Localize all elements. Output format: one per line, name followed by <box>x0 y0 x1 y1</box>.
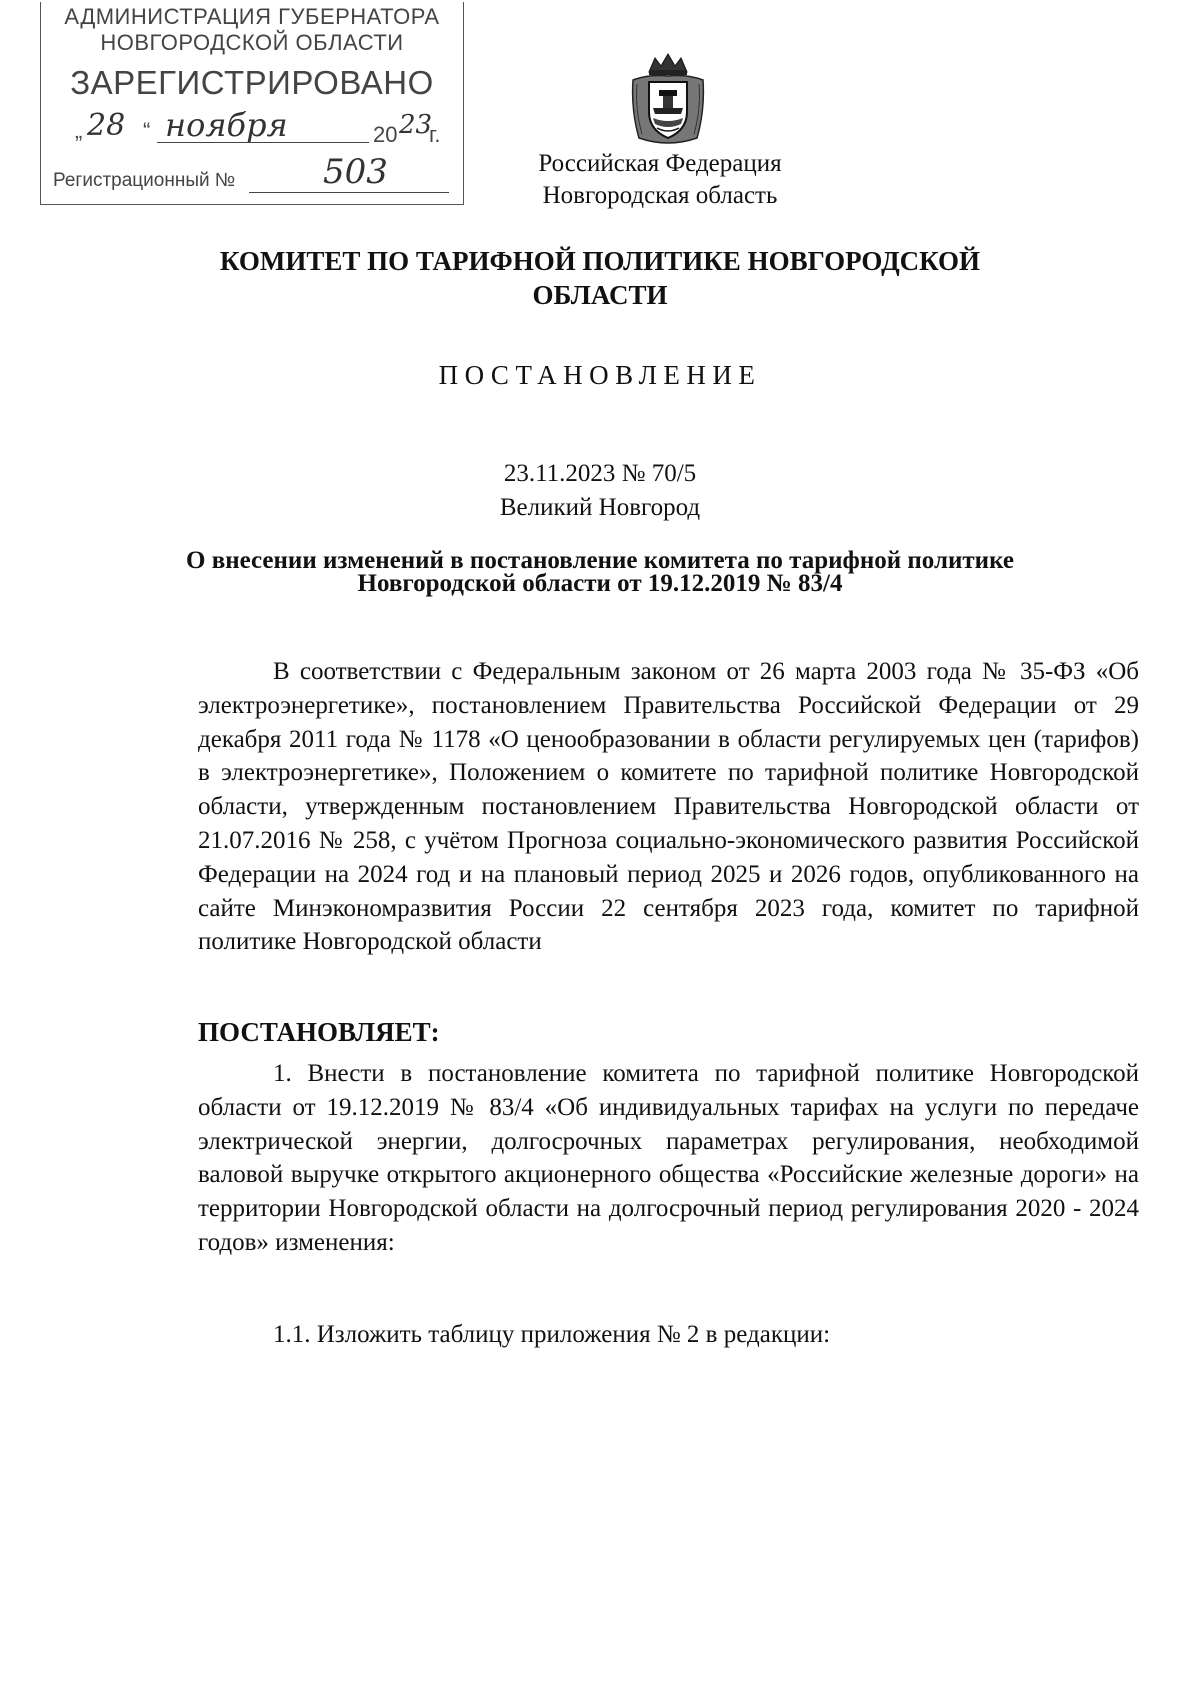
body-paragraph-item-1: 1. Внести в постановление комитета по тарифной политике Новгородской области от 19.12.2019 № 83/4 «Об индивидуальных тарифах на услуги по передаче электрической энергии, долгосрочных параметрах регулирования, необходимой валовой выручке открытого акционерного общества «Российские железные дороги» на территории Новгородской области на долгосрочный период регулирования 2020 - 2024 годов» изменения: <box>198 1060 1139 1256</box>
stamp-date-underline <box>157 142 369 143</box>
stamp-region-line: НОВГОРОДСКОЙ ОБЛАСТИ <box>100 30 404 55</box>
stamp-date-year-mark: г. <box>429 122 441 147</box>
stamp-date-quote-close: “ <box>143 118 151 143</box>
stamp-date-month: ноября <box>165 106 288 144</box>
stamp-date-quote-open: „ <box>75 118 83 143</box>
stamp-date-year-prefix: 20 <box>373 122 398 147</box>
committee-title: КОМИТЕТ ПО ТАРИФНОЙ ПОЛИТИКЕ НОВГОРОДСКОЙ ОБЛАСТИ <box>219 246 981 310</box>
document-subject: О внесении изменений в постановление комитета по тарифной политике Новгородской области от 19.12.2019 № 83/4 <box>186 547 1014 597</box>
coat-of-arms-icon <box>627 50 709 150</box>
body-paragraph-item-1-1: 1.1. Изложить таблицу приложения № 2 в редакции: <box>273 1321 831 1348</box>
stamp-date-day: 28 <box>87 108 126 143</box>
document-city: Великий Новгород <box>499 494 701 521</box>
stamp-registration-underline <box>249 192 449 193</box>
body-paragraph-preamble: В соответствии с Федеральным законом от 26 марта 2003 года № 35-ФЗ «Об электроэнергетике», постановлением Правительства Российской Федерации от 29 декабря 2011 года № 1178 «О ценообразовании в области регулируемых цен (тарифов) в электроэнергетике», Положением о комитете по тарифной политике Новгородской области, утвержденным постановлением Правительства Новгородской области от 21.07.2016 № 258, с учётом Прогноза социально-экономического развития Российской Федерации на 2024 год и на плановый период 2025 и 2026 годов, опубликованного на сайте Минэкономразвития России 22 сентября 2023 года, комитет по тарифной политике Новгородской области <box>198 658 1139 956</box>
country-name: Российская Федерация <box>538 150 782 177</box>
region-name: Новгородская область <box>542 182 778 209</box>
stamp-registered-label: ЗАРЕГИСТРИРОВАНО <box>70 64 434 101</box>
document-type: ПОСТАНОВЛЕНИЕ <box>438 360 762 390</box>
stamp-registration-number: 503 <box>323 152 388 192</box>
stamp-date-year-suffix: 23 <box>399 110 433 140</box>
document-date-number: 23.11.2023 № 70/5 <box>503 460 697 487</box>
stamp-administration-line: АДМИНИСТРАЦИЯ ГУБЕРНАТОРА <box>64 4 440 29</box>
registration-stamp <box>40 2 464 205</box>
stamp-date <box>75 106 455 148</box>
stamp-registration-number-label: Регистрационный № <box>53 170 236 191</box>
resolves-heading: ПОСТАНОВЛЯЕТ: <box>198 1017 440 1047</box>
